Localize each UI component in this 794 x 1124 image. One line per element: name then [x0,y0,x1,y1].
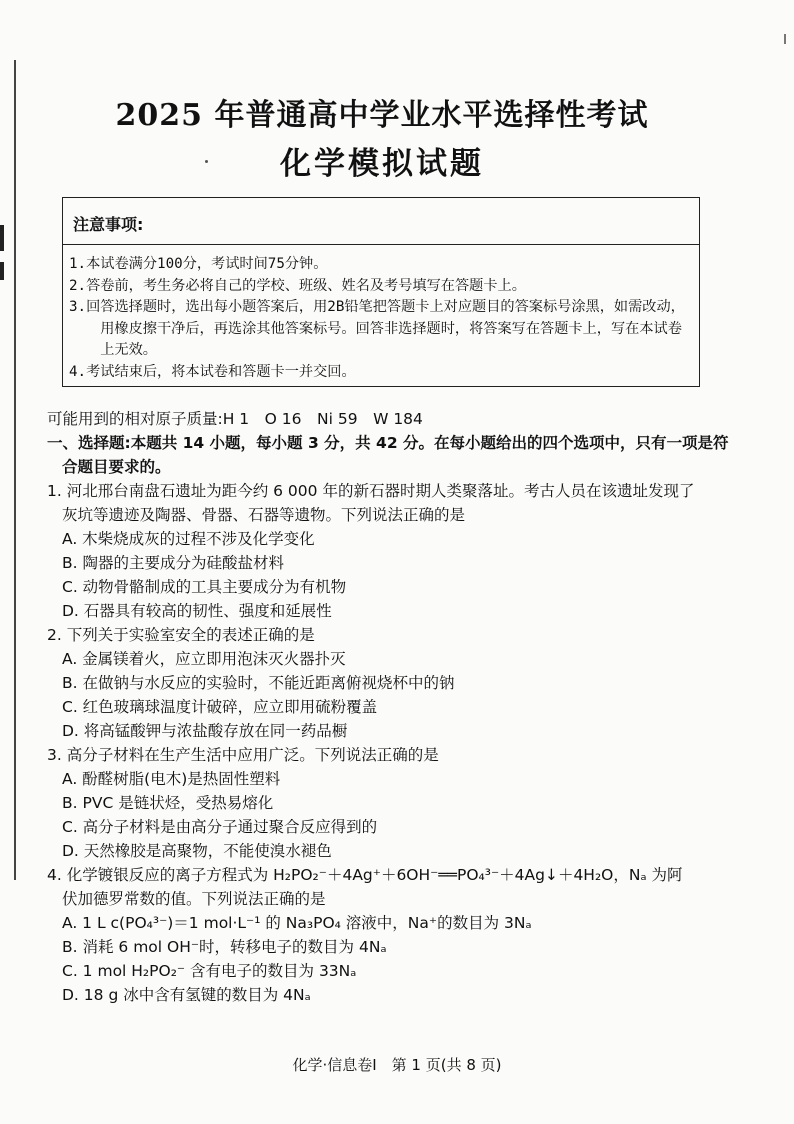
option-d: D. 石器具有较高的韧性、强度和延展性 [62,602,332,620]
question-stem: 4. 化学镀银反应的离子方程式为 H₂PO₂⁻＋4Ag⁺＋6OH⁻══PO₄³⁻＋4Ag↓＋4H₂O，Nₐ 为阿 [47,866,683,884]
question-4 [47,863,747,1007]
notice-item: 3.回答选择题时，选出每小题答案后，用2B铅笔把答题卡上对应题目的答案标号涂黑，如需改动，用橡皮擦干净后，再选涂其他答案标号。回答非选择题时，将答案写在答题卡上，写在本试卷上无效。 [69,299,685,358]
exam-subtitle: 化学模拟试题 [280,146,484,182]
option-d: D. 天然橡胶是高聚物，不能使溴水褪色 [62,842,332,860]
option-d: D. 将高锰酸钾与浓盐酸存放在同一药品橱 [62,722,348,740]
binding-line [14,60,16,880]
question-stem: 1. 河北邢台南盘石遗址为距今约 6 000 年的新石器时期人类聚落址。考古人员在该遗址发现了 [47,482,695,500]
question-stem: 3. 高分子材料在生产生活中应用广泛。下列说法正确的是 [47,746,439,764]
notice-item: 1.本试卷满分100分，考试时间75分钟。 [69,256,328,272]
option-c: C. 动物骨骼制成的工具主要成分为有机物 [62,578,347,596]
option-b: B. 消耗 6 mol OH⁻时，转移电子的数目为 4Nₐ [62,938,387,956]
option-c: C. 高分子材料是由高分子通过聚合反应得到的 [62,818,378,836]
section-heading [47,431,747,479]
option-a: A. 1 L c(PO₄³⁻)＝1 mol·L⁻¹ 的 Na₃PO₄ 溶液中，Na⁺的数目为 3Nₐ [62,914,532,932]
notice-header [63,198,699,245]
section-heading-line: 合题目要求的。 [62,458,171,476]
option-c: C. 红色玻璃球温度计破碎，应立即用硫粉覆盖 [62,698,378,716]
edge-mark [0,262,4,280]
option-b: B. PVC 是链状烃，受热易熔化 [62,794,274,812]
exam-body [47,407,747,1007]
question-stem: 2. 下列关于实验室安全的表述正确的是 [47,626,315,644]
option-a: A. 酚醛树脂(电木)是热固性塑料 [62,770,281,788]
option-b: B. 陶器的主要成分为硅酸盐材料 [62,554,284,572]
question-stem: 伏加德罗常数的值。下列说法正确的是 [62,890,326,908]
notice-item: 4.考试结束后，将本试卷和答题卡一并交回。 [69,363,356,380]
exam-title: 2025 年普通高中学业水平选择性考试 [115,98,649,133]
corner-mark [784,34,786,44]
option-a: A. 木柴烧成灰的过程不涉及化学变化 [62,530,315,548]
page-footer: 化学·信息卷Ⅰ 第 1 页(共 8 页) [292,1056,502,1074]
option-a: A. 金属镁着火，应立即用泡沫灭火器扑灭 [62,650,346,668]
question-stem: 灰坑等遗迹及陶器、骨器、石器等遗物。下列说法正确的是 [62,506,466,524]
atomic-masses: 可能用到的相对原子质量:H 1 O 16 Ni 59 W 184 [47,410,423,428]
notice-list [69,254,693,383]
edge-mark [0,225,4,251]
option-d: D. 18 g 冰中含有氢键的数目为 4Nₐ [62,986,311,1004]
section-heading-line: 一、选择题:本题共 14 小题，每小题 3 分，共 42 分。在每小题给出的四个选项中，只有一项是符 [47,434,729,452]
question-1 [47,479,747,623]
option-b: B. 在做钠与水反应的实验时，不能近距离俯视烧杯中的钠 [62,674,455,692]
question-3 [47,743,747,863]
option-c: C. 1 mol H₂PO₂⁻ 含有电子的数目为 33Nₐ [62,962,357,980]
question-2 [47,623,747,743]
notice-title: 注意事项: [73,215,144,234]
notice-box [62,197,700,387]
notice-item: 2.答卷前，考生务必将自己的学校、班级、姓名及考号填写在答题卡上。 [69,277,526,294]
